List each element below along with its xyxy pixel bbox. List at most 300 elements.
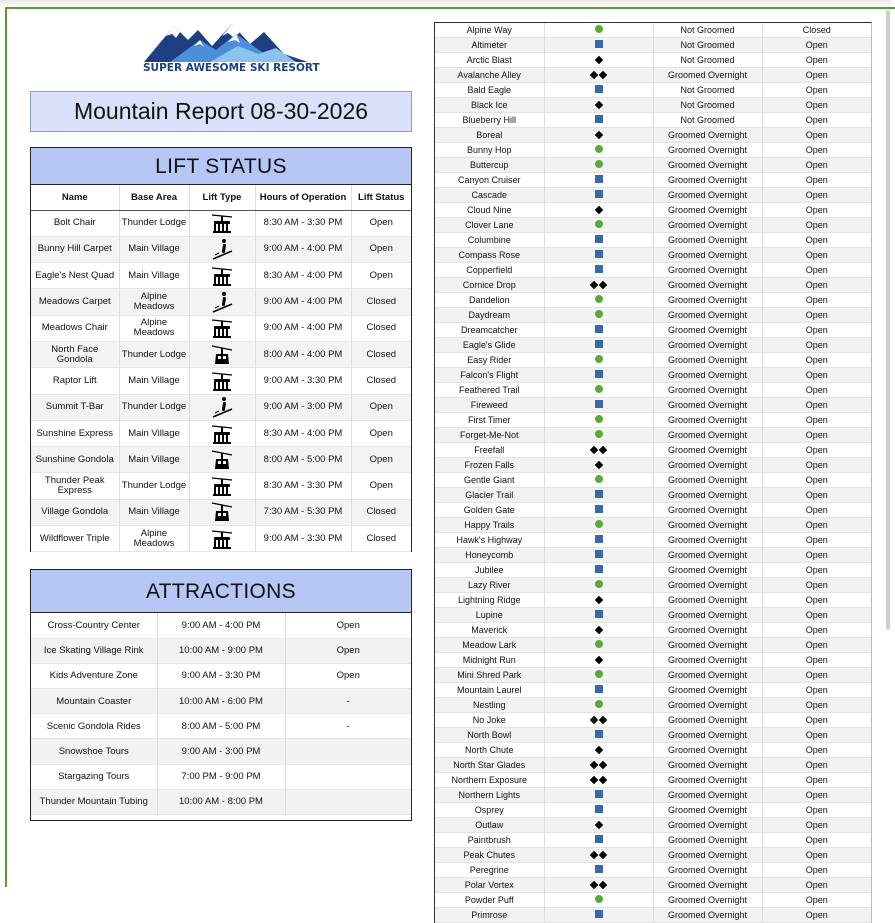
trail-name: Easy Rider [435,353,544,368]
black-diamond-icon [599,446,607,454]
trail-difficulty-cell [544,728,653,743]
trail-name: Altimeter [435,38,544,53]
chair-lift-icon [211,212,233,234]
lift-base-area: Alpine Meadows [119,289,189,315]
lift-hours: 8:30 AM - 4:00 PM [255,420,351,446]
trail-status: Open [762,383,871,398]
trail-status: Open [762,623,871,638]
lift-type-cell [189,263,255,289]
trail-name: Cornice Drop [435,278,544,293]
trail-row [435,248,871,263]
trail-difficulty-cell [544,668,653,683]
lift-base-area: Main Village [119,263,189,289]
chair-lift-icon [211,528,233,550]
trail-grooming: Groomed Overnight [653,593,762,608]
trail-difficulty-cell [544,593,653,608]
trail-grooming: Groomed Overnight [653,188,762,203]
trail-row [435,338,871,353]
lift-name: Bunny Hill Carpet [31,236,119,262]
trail-grooming: Groomed Overnight [653,743,762,758]
trail-name: Compass Rose [435,248,544,263]
black-diamond-icon [599,281,607,289]
attraction-hours: 10:00 AM - 6:00 PM [157,689,285,714]
chair-lift-icon [211,265,233,287]
blue-square-icon [595,250,603,258]
trail-row [435,788,871,803]
trail-difficulty-cell [544,638,653,653]
trail-row [435,98,871,113]
black-diamond-icon [594,101,602,109]
trail-name: Peregrine [435,863,544,878]
trail-grooming: Groomed Overnight [653,668,762,683]
double-black-difficulty-icon [590,69,608,81]
trail-difficulty-cell [544,113,653,128]
trail-grooming: Groomed Overnight [653,698,762,713]
attraction-name: Thunder Mountain Tubing [31,789,157,814]
trail-status: Closed [762,23,871,38]
double-black-difficulty-icon [590,444,608,456]
trail-row [435,818,871,833]
trail-grooming: Not Groomed [653,53,762,68]
lift-type-cell [189,447,255,473]
trail-grooming: Groomed Overnight [653,473,762,488]
trail-difficulty-cell [544,53,653,68]
green-circle-icon [595,160,603,168]
trail-grooming: Groomed Overnight [653,533,762,548]
gondola-icon [211,501,233,523]
trail-difficulty-cell [544,608,653,623]
attraction-status [285,764,411,789]
lift-hours: 9:00 AM - 4:00 PM [255,289,351,315]
green-circle-icon [595,145,603,153]
trail-row [435,548,871,563]
trail-grooming: Groomed Overnight [653,683,762,698]
trail-row [435,593,871,608]
blue-difficulty-icon [595,38,603,50]
trail-grooming: Groomed Overnight [653,143,762,158]
trail-row [435,503,871,518]
lift-hours: 7:30 AM - 5:30 PM [255,499,351,525]
attraction-status: Open [285,638,411,663]
green-difficulty-icon [595,638,603,650]
trail-status: Open [762,368,871,383]
trail-difficulty-cell [544,143,653,158]
trail-name: Honeycomb [435,548,544,563]
black-difficulty-icon [594,654,603,666]
blue-difficulty-icon [595,503,603,515]
trail-name: Powder Puff [435,893,544,908]
lift-status: Open [351,263,411,289]
lift-type-cell [189,210,255,236]
trail-row [435,458,871,473]
attraction-hours: 10:00 AM - 8:00 PM [157,789,285,814]
trail-difficulty-cell [544,833,653,848]
blue-difficulty-icon [595,863,603,875]
lift-base-area: Main Village [119,368,189,394]
chair-lift-icon [211,370,233,392]
blue-square-icon [595,805,603,813]
trail-name: Blueberry Hill [435,113,544,128]
green-circle-icon [595,310,603,318]
attraction-status: - [285,714,411,739]
lift-hours: 9:00 AM - 3:30 PM [255,368,351,394]
trail-name: Maverick [435,623,544,638]
trail-name: Bald Eagle [435,83,544,98]
lift-hours: 9:00 AM - 4:00 PM [255,315,351,341]
trail-status: Open [762,863,871,878]
trail-row [435,233,871,248]
black-diamond-icon [590,776,598,784]
green-difficulty-icon [595,428,603,440]
trail-status: Open [762,68,871,83]
blue-difficulty-icon [595,338,603,350]
trail-status: Open [762,878,871,893]
trail-status: Open [762,908,871,923]
trail-grooming: Groomed Overnight [653,428,762,443]
trail-grooming: Not Groomed [653,23,762,38]
black-diamond-icon [599,716,607,724]
green-difficulty-icon [595,293,603,305]
trail-name: Osprey [435,803,544,818]
trail-grooming: Groomed Overnight [653,863,762,878]
trail-status: Open [762,713,871,728]
trail-row [435,383,871,398]
lift-row [31,420,411,446]
blue-square-icon [595,610,603,618]
trail-grooming: Groomed Overnight [653,893,762,908]
trail-grooming: Groomed Overnight [653,308,762,323]
trail-difficulty-cell [544,563,653,578]
lift-type-cell [189,473,255,499]
trail-difficulty-cell [544,443,653,458]
trail-grooming: Groomed Overnight [653,158,762,173]
trail-name: Paintbrush [435,833,544,848]
black-diamond-icon [590,851,598,859]
trail-row [435,473,871,488]
blue-square-icon [595,550,603,558]
blue-difficulty-icon [595,248,603,260]
trail-grooming: Groomed Overnight [653,773,762,788]
black-diamond-icon [594,131,602,139]
lift-name: Sunshine Express [31,420,119,446]
trail-grooming: Groomed Overnight [653,788,762,803]
trail-name: Daydream [435,308,544,323]
trail-status: Open [762,83,871,98]
trail-status: Open [762,593,871,608]
trail-name: Bunny Hop [435,143,544,158]
trail-difficulty-cell [544,623,653,638]
trail-difficulty-cell [544,698,653,713]
green-circle-icon [595,475,603,483]
lift-base-area: Main Village [119,236,189,262]
attraction-name: Mountain Coaster [31,689,157,714]
trail-name: Cascade [435,188,544,203]
carpet-lift-icon [211,396,233,418]
trail-grooming: Groomed Overnight [653,233,762,248]
trail-grooming: Groomed Overnight [653,218,762,233]
lift-hours: 8:00 AM - 5:00 PM [255,447,351,473]
double-black-difficulty-icon [590,279,608,291]
trail-difficulty-cell [544,578,653,593]
trail-name: Feathered Trail [435,383,544,398]
trail-row [435,608,871,623]
blue-square-icon [595,190,603,198]
lift-base-area: Thunder Lodge [119,210,189,236]
trail-row [435,713,871,728]
trail-name: Lupine [435,608,544,623]
trail-status: Open [762,518,871,533]
trail-row [435,518,871,533]
trail-difficulty-cell [544,458,653,473]
trail-status: Open [762,398,871,413]
attraction-name: Kids Adventure Zone [31,663,157,688]
trail-status: Open [762,443,871,458]
green-difficulty-icon [595,383,603,395]
black-difficulty-icon [594,204,603,216]
trail-status: Open [762,113,871,128]
trail-difficulty-cell [544,878,653,893]
carpet-lift-icon [211,291,233,313]
lift-base-area: Thunder Lodge [119,473,189,499]
attraction-hours: 8:00 AM - 5:00 PM [157,714,285,739]
black-difficulty-icon [594,54,603,66]
trail-status: Open [762,278,871,293]
lift-row [31,210,411,236]
trail-grooming: Groomed Overnight [653,173,762,188]
lift-row [31,341,411,367]
black-diamond-icon [590,71,598,79]
trail-difficulty-cell [544,218,653,233]
trail-difficulty-cell [544,773,653,788]
black-diamond-icon [590,281,598,289]
lift-base-area: Main Village [119,499,189,525]
trail-status: Open [762,248,871,263]
trail-row [435,413,871,428]
lift-status: Closed [351,499,411,525]
trail-row [435,653,871,668]
lift-hours: 8:00 AM - 4:00 PM [255,341,351,367]
blue-difficulty-icon [595,173,603,185]
blue-square-icon [595,835,603,843]
trail-status: Open [762,353,871,368]
chair-lift-icon [211,423,233,445]
blue-difficulty-icon [595,83,603,95]
green-difficulty-icon [595,473,603,485]
trail-difficulty-cell [544,473,653,488]
trail-status: Open [762,158,871,173]
trail-row [435,443,871,458]
trail-status: Open [762,473,871,488]
trail-row [435,848,871,863]
trail-row [435,53,871,68]
trail-difficulty-cell [544,278,653,293]
trail-row [435,638,871,653]
trail-status: Open [762,893,871,908]
trail-status: Open [762,578,871,593]
blue-difficulty-icon [595,608,603,620]
page-scrollbar[interactable] [886,10,890,630]
trail-grooming: Not Groomed [653,38,762,53]
trail-status: Open [762,308,871,323]
blue-square-icon [595,340,603,348]
trail-difficulty-cell [544,713,653,728]
green-circle-icon [595,220,603,228]
trail-name: Lazy River [435,578,544,593]
attraction-name: Snowshoe Tours [31,739,157,764]
trail-difficulty-cell [544,368,653,383]
trail-status: Open [762,233,871,248]
attractions-title: ATTRACTIONS [31,570,411,613]
trail-status: Open [762,548,871,563]
lift-status: Open [351,473,411,499]
black-difficulty-icon [594,99,603,111]
trail-difficulty-cell [544,263,653,278]
column-header-base-area: Base Area [119,185,189,210]
trail-row [435,218,871,233]
trail-row [435,158,871,173]
green-circle-icon [595,895,603,903]
blue-difficulty-icon [595,803,603,815]
trail-name: North Chute [435,743,544,758]
trail-row [435,878,871,893]
trail-row [435,293,871,308]
blue-square-icon [595,730,603,738]
lift-base-area: Alpine Meadows [119,526,189,552]
trail-name: Fireweed [435,398,544,413]
blue-difficulty-icon [595,113,603,125]
lift-name: Meadows Chair [31,315,119,341]
trail-difficulty-cell [544,173,653,188]
lift-row [31,447,411,473]
blue-difficulty-icon [595,533,603,545]
trail-grooming: Groomed Overnight [653,848,762,863]
green-circle-icon [595,670,603,678]
trail-status: Open [762,218,871,233]
black-diamond-icon [594,461,602,469]
trail-grooming: Groomed Overnight [653,653,762,668]
trail-status: Open [762,38,871,53]
lift-type-cell [189,341,255,367]
lift-name: Thunder Peak Express [31,473,119,499]
gondola-icon [211,449,233,471]
trail-grooming: Groomed Overnight [653,758,762,773]
trail-status: Open [762,743,871,758]
trail-row [435,803,871,818]
blue-difficulty-icon [595,488,603,500]
green-circle-icon [595,430,603,438]
lift-name: Wildflower Triple [31,526,119,552]
lift-type-cell [189,420,255,446]
trail-status: Open [762,173,871,188]
trail-status: Open [762,653,871,668]
trail-grooming: Groomed Overnight [653,638,762,653]
trail-difficulty-cell [544,23,653,38]
trail-name: Alpine Way [435,23,544,38]
trail-status: Open [762,788,871,803]
trail-difficulty-cell [544,848,653,863]
trail-difficulty-cell [544,338,653,353]
lift-base-area: Thunder Lodge [119,394,189,420]
green-circle-icon [595,640,603,648]
green-difficulty-icon [595,353,603,365]
attraction-name: Stargazing Tours [31,764,157,789]
blue-difficulty-icon [595,188,603,200]
trail-row [435,188,871,203]
trail-difficulty-cell [544,503,653,518]
trail-row [435,578,871,593]
attraction-hours: 9:00 AM - 3:00 PM [157,739,285,764]
green-difficulty-icon [595,578,603,590]
black-diamond-icon [594,746,602,754]
trail-grooming: Groomed Overnight [653,443,762,458]
blue-difficulty-icon [595,563,603,575]
trail-difficulty-cell [544,128,653,143]
black-difficulty-icon [594,744,603,756]
blue-square-icon [595,505,603,513]
blue-difficulty-icon [595,368,603,380]
lift-name: Sunshine Gondola [31,447,119,473]
trail-grooming: Groomed Overnight [653,368,762,383]
attraction-row [31,638,411,663]
chair-lift-icon [211,475,233,497]
lift-name: North Face Gondola [31,341,119,367]
trail-grooming: Groomed Overnight [653,203,762,218]
double-black-difficulty-icon [590,849,608,861]
lift-type-cell [189,499,255,525]
green-difficulty-icon [595,23,603,35]
trail-difficulty-cell [544,488,653,503]
black-diamond-icon [590,761,598,769]
lift-row [31,499,411,525]
trail-row [435,668,871,683]
trail-grooming: Groomed Overnight [653,503,762,518]
lift-status-panel [30,147,412,552]
trail-name: Peak Chutes [435,848,544,863]
green-circle-icon [595,520,603,528]
trail-grooming: Groomed Overnight [653,608,762,623]
trail-grooming: Groomed Overnight [653,353,762,368]
trail-row [435,128,871,143]
trail-name: Glacier Trail [435,488,544,503]
trail-difficulty-cell [544,683,653,698]
black-diamond-icon [599,881,607,889]
blue-square-icon [595,175,603,183]
trail-name: Columbine [435,233,544,248]
lift-status: Open [351,394,411,420]
trail-difficulty-cell [544,743,653,758]
green-circle-icon [595,385,603,393]
attraction-hours: 7:00 PM - 9:00 PM [157,764,285,789]
trail-row [435,263,871,278]
trail-name: North Star Glades [435,758,544,773]
black-difficulty-icon [594,594,603,606]
trail-difficulty-cell [544,893,653,908]
trail-name: North Bowl [435,728,544,743]
lift-status-table [31,185,411,552]
attraction-row [31,764,411,789]
trail-status: Open [762,503,871,518]
trail-status: Open [762,323,871,338]
trail-row [435,428,871,443]
green-difficulty-icon [595,668,603,680]
trail-grooming: Not Groomed [653,83,762,98]
trail-grooming: Groomed Overnight [653,878,762,893]
lift-row [31,368,411,394]
black-diamond-icon [594,56,602,64]
trail-grooming: Groomed Overnight [653,578,762,593]
trail-name: Buttercup [435,158,544,173]
trail-grooming: Groomed Overnight [653,518,762,533]
